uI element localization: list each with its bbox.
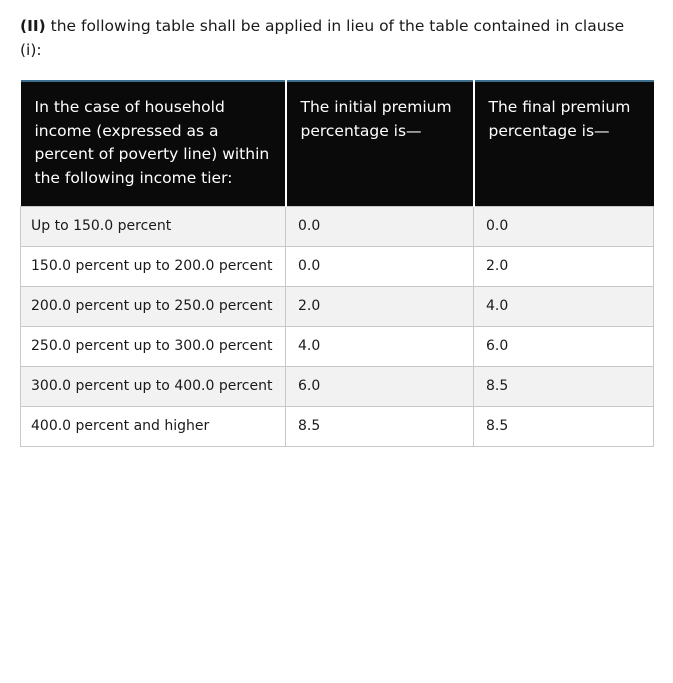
- cell-final-premium: 8.5: [474, 366, 654, 406]
- cell-income-tier: 200.0 percent up to 250.0 percent: [21, 287, 286, 327]
- cell-final-premium: 8.5: [474, 406, 654, 446]
- table-row: [21, 406, 654, 446]
- cell-initial-premium: 0.0: [286, 207, 474, 247]
- cell-initial-premium: 6.0: [286, 366, 474, 406]
- column-header-income-tier: In the case of household income (expressed as a percent of poverty line) within the following income tier:: [21, 81, 286, 207]
- intro-text: the following table shall be applied in lieu of the table contained in clause (i):: [20, 17, 625, 60]
- cell-income-tier: 150.0 percent up to 200.0 percent: [21, 247, 286, 287]
- cell-initial-premium: 0.0: [286, 247, 474, 287]
- cell-initial-premium: 2.0: [286, 287, 474, 327]
- cell-final-premium: 0.0: [474, 207, 654, 247]
- table-row: [21, 287, 654, 327]
- cell-income-tier: Up to 150.0 percent: [21, 207, 286, 247]
- cell-final-premium: 6.0: [474, 326, 654, 366]
- intro-paragraph: [20, 14, 640, 62]
- column-header-final-premium: The final premium percentage is—: [474, 81, 654, 207]
- table-body: [21, 207, 654, 446]
- cell-initial-premium: 8.5: [286, 406, 474, 446]
- cell-income-tier: 400.0 percent and higher: [21, 406, 286, 446]
- table-header-row: [21, 81, 654, 207]
- table-row: [21, 207, 654, 247]
- cell-final-premium: 2.0: [474, 247, 654, 287]
- premium-percentage-table: [20, 80, 654, 447]
- table-row: [21, 326, 654, 366]
- cell-income-tier: 250.0 percent up to 300.0 percent: [21, 326, 286, 366]
- cell-initial-premium: 4.0: [286, 326, 474, 366]
- table-row: [21, 366, 654, 406]
- clause-label: (II): [20, 17, 46, 35]
- column-header-initial-premium: The initial premium percentage is—: [286, 81, 474, 207]
- cell-final-premium: 4.0: [474, 287, 654, 327]
- table-row: [21, 247, 654, 287]
- table-header: [21, 81, 654, 207]
- cell-income-tier: 300.0 percent up to 400.0 percent: [21, 366, 286, 406]
